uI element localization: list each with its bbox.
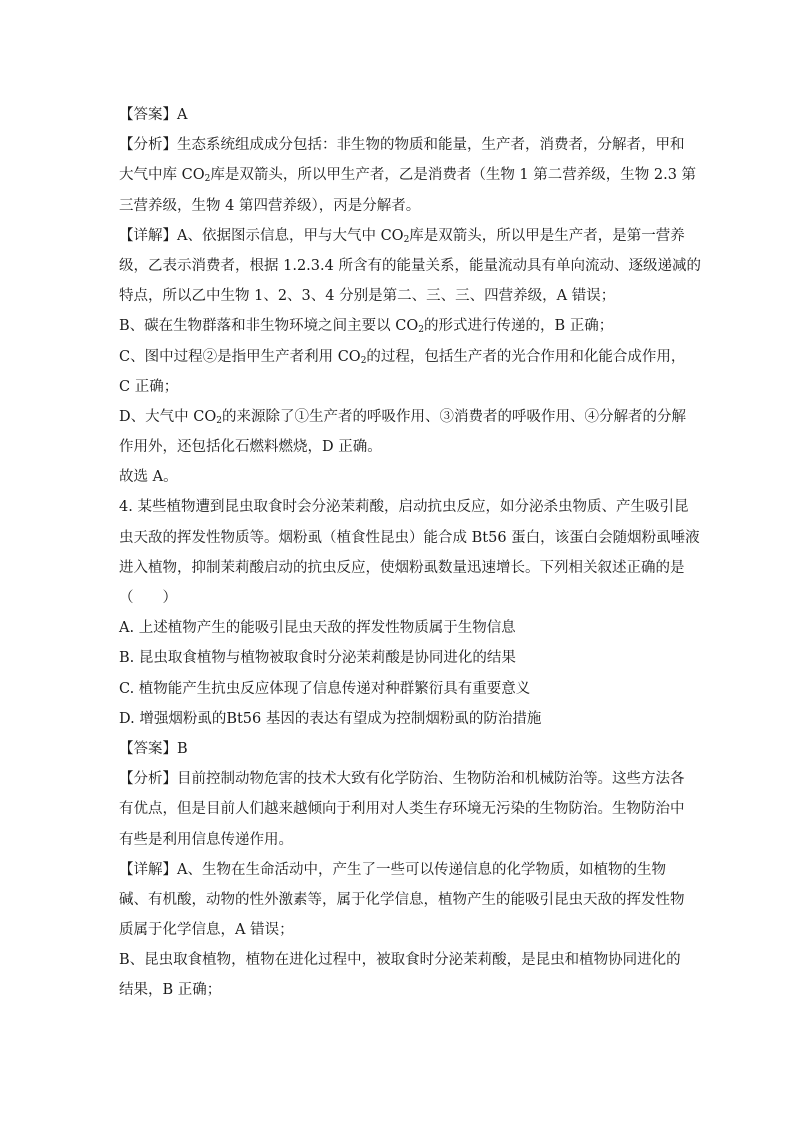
q3-analysis-line-2 xyxy=(119,160,697,190)
detail-text: 结果，B 正确； xyxy=(119,982,222,999)
q4-analysis-line-3 xyxy=(119,825,679,855)
q3-detail-c-1 xyxy=(119,342,686,372)
q4-detail-b-1 xyxy=(119,945,679,975)
document-page xyxy=(119,100,701,1006)
q4-stem-line-1 xyxy=(119,492,689,522)
detail-text: B、碳在生物群落和非生物环境之间主要以 CO xyxy=(119,318,419,335)
q4-stem-line-4 xyxy=(119,583,679,613)
detail-text: B、昆虫取食植物，植物在进化过程中，被取食时分泌茉莉酸，是昆虫和植物协同进化的 xyxy=(119,952,681,969)
option-text: B. 昆虫取食植物与植物被取食时分泌茉莉酸是协同进化的结果 xyxy=(119,650,516,667)
detail-text: 质属于化学信息，A 错误； xyxy=(119,922,294,939)
q3-detail-d-1 xyxy=(119,402,686,432)
answer-blank: （ ） xyxy=(119,590,177,606)
subscript: 2 xyxy=(204,174,211,185)
analysis-text: 三营养级，生物 4 第四营养级），丙是分解者。 xyxy=(119,197,421,214)
q4-answer-line xyxy=(119,734,679,764)
q4-option-d xyxy=(119,704,679,734)
detail-tag: 【详解】 xyxy=(119,861,177,878)
detail-text: C、图中过程②是指甲生产者利用 CO xyxy=(119,348,361,365)
analysis-text: 有些是利用信息传递作用。 xyxy=(119,831,293,848)
subscript: 2 xyxy=(418,325,424,336)
detail-text: 级，乙表示消费者，根据 1.2.3.4 所含有的能量关系，能量流动具有单向流动、逐级递减的 xyxy=(119,257,701,274)
option-text: A. 上述植物产生的能吸引昆虫天敌的挥发性物质属于生物信息 xyxy=(119,620,516,637)
detail-text: 的过程，包括生产者的光合作用和化能合成作用， xyxy=(366,348,686,365)
q4-detail-line-3 xyxy=(119,915,679,945)
conclusion-text: 故选 A。 xyxy=(119,469,178,486)
q3-analysis-line-3 xyxy=(119,191,679,221)
q4-detail-b-2 xyxy=(119,975,679,1005)
detail-text: 库是双箭头，所以甲是生产者，是第一营养 xyxy=(409,227,685,244)
detail-text: 作用外，还包括化石燃料燃烧，D 正确。 xyxy=(119,439,382,456)
q3-detail-line-2 xyxy=(119,251,701,281)
detail-text: A、依据图示信息，甲与大气中 CO xyxy=(177,227,404,244)
q3-detail-d-2 xyxy=(119,432,679,462)
q4-option-b xyxy=(119,643,679,673)
detail-text: A、生物在生命活动中，产生了一些可以传递信息的化学物质，如植物的生物 xyxy=(177,861,666,878)
detail-text: C 正确； xyxy=(119,378,179,395)
detail-text: 的形式进行传递的，B 正确； xyxy=(423,318,614,335)
detail-text: D、大气中 CO xyxy=(119,408,217,425)
q4-analysis-line-2 xyxy=(119,794,685,824)
subscript: 2 xyxy=(216,415,222,426)
question-text: 4. 某些植物遭到昆虫取食时会分泌茉莉酸，启动抗虫反应，如分泌杀虫物质、产生吸引昆 xyxy=(119,499,689,516)
subscript: 2 xyxy=(403,234,410,245)
analysis-text: 生态系统组成成分包括：非生物的物质和能量，生产者，消费者，分解者，甲和 xyxy=(177,137,685,154)
answer-value: B xyxy=(177,740,188,757)
analysis-tag: 【分析】 xyxy=(119,771,177,788)
answer-tag: 【答案】 xyxy=(119,107,177,123)
q3-conclusion xyxy=(119,462,679,492)
q4-analysis-line-1 xyxy=(119,764,685,794)
detail-text: 碱、有机酸，动物的性外激素等，属于化学信息，植物产生的能吸引昆虫天敌的挥发性物 xyxy=(119,891,685,908)
q4-stem-line-3 xyxy=(119,553,685,583)
analysis-text: 库是双箭头，所以甲生产者，乙是消费者（生物 1 第二营养级，生物 2.3 第 xyxy=(210,167,697,184)
q3-detail-line-3 xyxy=(119,281,679,311)
q4-option-a xyxy=(119,613,679,643)
detail-tag: 【详解】 xyxy=(119,227,177,244)
subscript: 2 xyxy=(360,355,367,366)
q3-analysis-line-1 xyxy=(119,130,685,160)
q3-detail-line-1 xyxy=(119,221,685,251)
detail-text: 的来源除了①生产者的呼吸作用、③消费者的呼吸作用、④分解者的分解 xyxy=(221,408,686,425)
question-text: 虫天敌的挥发性物质等。烟粉虱（植食性昆虫）能合成 Bt56 蛋白，该蛋白会随烟粉虱唾液 xyxy=(119,529,700,546)
q4-stem-line-2 xyxy=(119,523,700,553)
answer-tag: 【答案】 xyxy=(119,740,177,757)
analysis-text: 目前控制动物危害的技术大致有化学防治、生物防治和机械防治等。这些方法各 xyxy=(177,771,685,788)
q4-option-c xyxy=(119,674,679,704)
option-text: D. 增强烟粉虱的Bt56 基因的表达有望成为控制烟粉虱的防治措施 xyxy=(119,710,542,727)
analysis-text: 有优点，但是目前人们越来越倾向于利用对人类生存环境无污染的生物防治。生物防治中 xyxy=(119,801,685,818)
q3-answer-line xyxy=(119,100,679,130)
option-text: C. 植物能产生抗虫反应体现了信息传递对种群繁衍具有重要意义 xyxy=(119,680,531,697)
q3-detail-c-2 xyxy=(119,372,679,402)
detail-text: 特点，所以乙中生物 1、2、3、4 分别是第二、三、三、四营养级，A 错误； xyxy=(119,288,616,305)
q3-detail-b xyxy=(119,311,679,341)
q4-detail-line-1 xyxy=(119,855,679,885)
question-text: 进入植物，抑制茉莉酸启动的抗虫反应，使烟粉虱数量迅速增长。下列相关叙述正确的是 xyxy=(119,559,685,576)
answer-value: A xyxy=(177,107,188,123)
q4-detail-line-2 xyxy=(119,885,685,915)
analysis-text: 大气中库 CO xyxy=(119,167,205,184)
analysis-tag: 【分析】 xyxy=(119,137,177,154)
